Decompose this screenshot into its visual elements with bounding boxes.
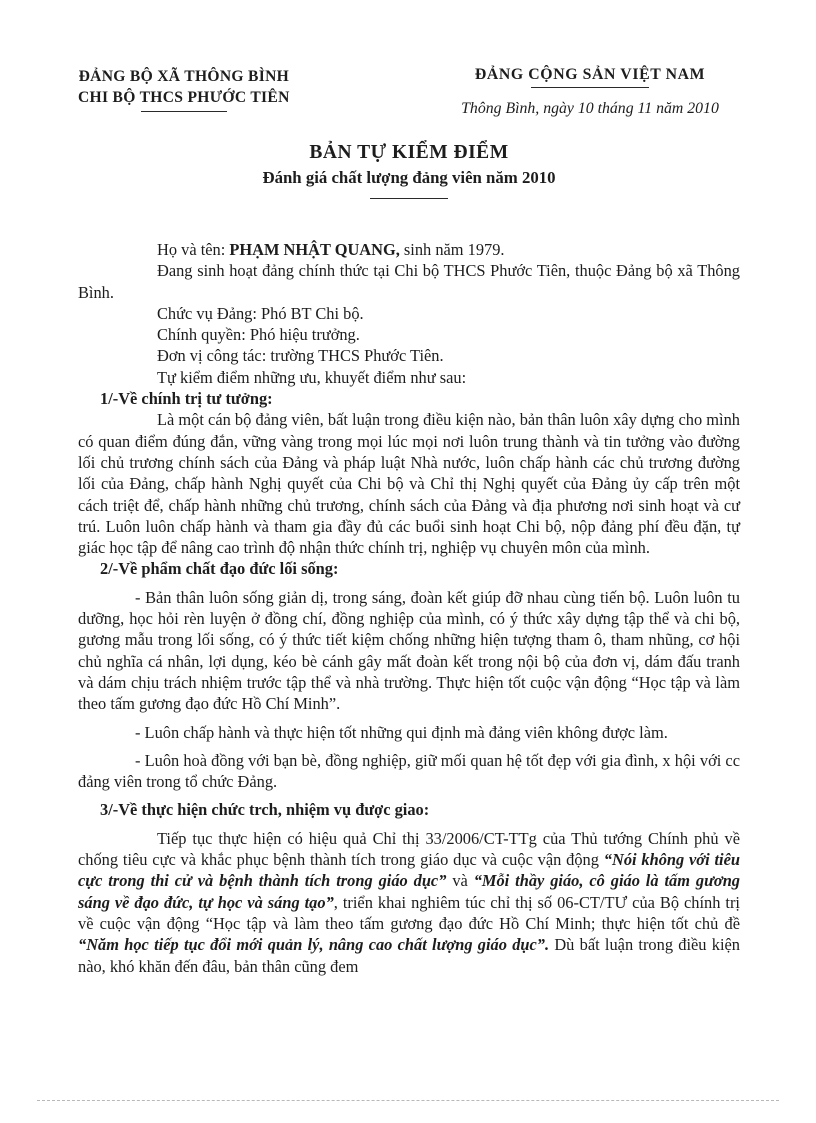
name-rest: sinh năm 1979. (399, 240, 505, 259)
s3-text-2: và (446, 871, 474, 891)
org-unit-name: CHI BỘ THCS PHƯỚC TIÊN (78, 89, 290, 106)
section-3-paragraph (78, 828, 740, 977)
s3-quote-3: “Năm học tiếp tục đổi mới quản lý, nâng cao chất lượng giáo dục”. (78, 935, 550, 955)
section-1-paragraph: Là một cán bộ đảng viên, bất luận trong điều kiện nào, bản thân luôn xây dựng cho mình có quan điểm đúng đắn, vững vàng trong mọi lúc mọi nơi luôn trung thành và tin tưởng vào đường lối chủ trương chính sách của Đảng và pháp luật Nhà nước, luôn chấp hành các chủ trương đường lối của Đảng, chấp hành Nghị quyết của Chi bộ và Chỉ thị Nghị quyết của Đảng ủy cấp trên một cách triệt để, chấp hành những chủ trương, chính sách của Đảng và địa phương nơi sinh hoạt và cư trú. Luôn luôn chấp hành và tham gia đầy đủ các buổi sinh hoạt Chi bộ, nộp đảng phí đều đặn, tự giác học tập để nâng cao trình độ nhận thức chính trị, nghiệp vụ chuyên môn của mình. (78, 410, 740, 558)
s3-quote-1: “Nói không với tiêu cực trong thi cử và bệnh thành tích trong giáo dục” (78, 850, 740, 891)
section-2-paragraph-1: - Bản thân luôn sống giản dị, trong sáng, đoàn kết giúp đỡ nhau cùng tiến bộ. Luôn luôn tu dưỡng, học hỏi rèn luyện ở đồng chí, đồng nghiệp của mình, có ý thức xây dựng tập thể và chi bộ, gương mẫu trong lối sống, có ý thức tiết kiệm chống những hiện tượng tham ô, tham nhũng, cơ hội chủ nghĩa cá nhân, lợi dụng, kéo bè cánh gây mất đoàn kết trong nội bộ của đơn vị, dám đấu tranh và dám chịu trách nhiệm trước tập thể và nhà trường. Thực hiện tốt cuộc vận động “Học tập và làm theo tấm gương đạo đức Hồ Chí Minh”. (78, 587, 740, 714)
document-subtitle: Đánh giá chất lượng đảng viên năm 2010 (262, 168, 556, 187)
section-2-paragraph-3: - Luôn hoà đồng với bạn bè, đồng nghiệp, giữ mối quan hệ tốt đẹp với gia đình, x hội với cc đảng viên trong tổ chức Đảng. (78, 750, 740, 792)
section-2-paragraph-2: - Luôn chấp hành và thực hiện tốt những qui định mà đảng viên không được làm. (135, 722, 668, 742)
section-2-heading: 2/-Về phẩm chất đạo đức lối sống: (100, 559, 339, 579)
title-block (78, 142, 740, 199)
org-underline (141, 111, 227, 112)
document-header (78, 66, 740, 118)
section-1-heading: 1/-Về chính trị tư tưởng: (100, 389, 273, 409)
dateline: Thông Bình, ngày 10 tháng 11 năm 2010 (461, 100, 719, 117)
page-bottom-dashed-line (37, 1100, 779, 1101)
full-name-line (78, 239, 740, 260)
document-title: BẢN TỰ KIỂM ĐIỂM (309, 142, 509, 163)
title-divider (370, 198, 448, 199)
document-body (78, 239, 740, 977)
party-name: ĐẢNG CỘNG SẢN VIỆT NAM (474, 66, 706, 83)
s3-quote-2: “Mỗi thầy giáo, cô giáo là tấm gương sáng về đạo đức, tự học và sáng tạo” (78, 871, 740, 912)
name-value: PHẠM NHẬT QUANG, (229, 240, 400, 259)
workplace-line: Đơn vị công tác: trường THCS Phước Tiên. (157, 346, 444, 366)
s3-text-3: , triển khai nghiêm túc chỉ thị số 06-CT/TƯ của Bộ chính trị về cuộc vận động “Học tập và làm theo tấm gương đạo đức Hồ Chí Minh; thực hiện tốt chủ đề (78, 892, 740, 933)
party-position-line: Chức vụ Đảng: Phó BT Chi bộ. (157, 303, 364, 323)
national-header-block (440, 66, 740, 118)
party-underline (531, 87, 649, 88)
lead-in-line: Tự kiểm điểm những ưu, khuyết điểm như sau: (157, 367, 467, 387)
section-3-heading: 3/-Về thực hiện chức trch, nhiệm vụ được giao: (100, 800, 430, 820)
s3-text-1: Tiếp tục thực hiện có hiệu quả Chỉ thị 33/2006/CT-TTg của Thủ tướng Chính phủ về chống tiêu cực và khắc phục bệnh thành tích trong giáo dục và cuộc vận động (78, 828, 740, 870)
s3-text-4: Dù bất luận trong điều kiện nào, khó khăn đến đâu, bản thân cũng đem (78, 935, 740, 976)
name-label: Họ và tên: (157, 240, 230, 259)
gov-position-line: Chính quyền: Phó hiệu trưởng. (157, 325, 360, 345)
org-parent-name: ĐẢNG BỘ XÃ THÔNG BÌNH (78, 68, 290, 85)
residence-line: Đang sinh hoạt đảng chính thức tại Chi bộ THCS Phước Tiên, thuộc Đảng bộ xã Thông Bình. (78, 261, 740, 302)
issuing-org-block (78, 66, 290, 112)
